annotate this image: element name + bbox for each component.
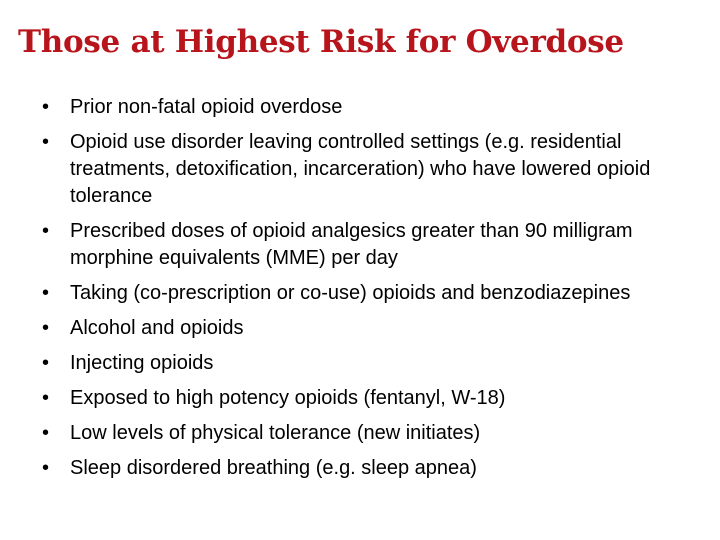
- bullet-icon: •: [42, 131, 50, 153]
- list-item: [42, 218, 702, 272]
- list-item: [42, 455, 702, 482]
- list-item: [42, 315, 702, 342]
- bullet-icon: •: [42, 317, 50, 339]
- bullet-icon: •: [42, 220, 50, 242]
- list-item-text: Taking (co-prescription or co-use) opioids and benzodiazepines: [70, 282, 631, 304]
- list-item: [42, 350, 702, 377]
- bullet-icon: •: [42, 352, 50, 374]
- list-item: [42, 280, 702, 307]
- list-item-text: Opioid use disorder leaving controlled settings (e.g. residential treatments, detoxification, incarceration) who have lowered opioid tolerance: [70, 131, 651, 207]
- bullet-icon: •: [42, 282, 50, 304]
- list-item-text: Low levels of physical tolerance (new initiates): [70, 422, 481, 444]
- list-item-text: Prescribed doses of opioid analgesics greater than 90 milligram morphine equivalents (MME) per day: [70, 220, 633, 269]
- list-item-text: Exposed to high potency opioids (fentanyl, W-18): [70, 387, 506, 409]
- list-item: [42, 385, 702, 412]
- bullet-icon: •: [42, 387, 50, 409]
- list-item: [42, 420, 702, 447]
- list-item: [42, 94, 702, 121]
- list-item-text: Alcohol and opioids: [70, 317, 244, 339]
- list-item-text: Injecting opioids: [70, 352, 214, 374]
- list-item-text: Sleep disordered breathing (e.g. sleep apnea): [70, 457, 477, 479]
- bullet-icon: •: [42, 96, 50, 118]
- slide-title: Those at Highest Risk for Overdose: [18, 24, 624, 60]
- bullet-list: [42, 94, 702, 482]
- bullet-icon: •: [42, 422, 50, 444]
- list-item: [42, 129, 702, 210]
- bullet-icon: •: [42, 457, 50, 479]
- list-item-text: Prior non-fatal opioid overdose: [70, 96, 343, 118]
